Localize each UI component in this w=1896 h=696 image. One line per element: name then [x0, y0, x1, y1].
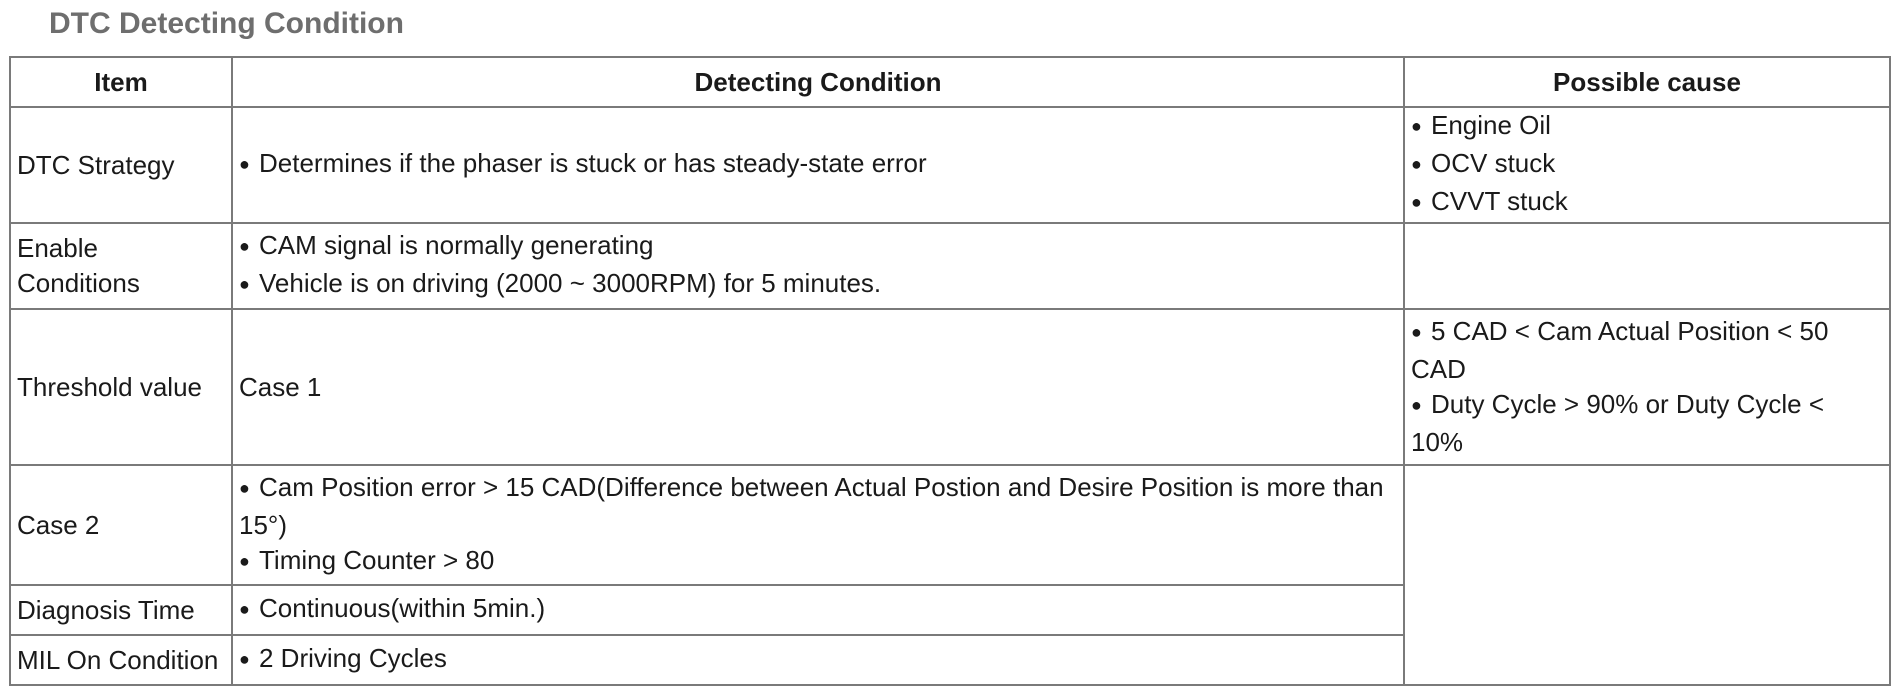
cause-cell [1404, 309, 1890, 465]
cause-bullet: ●OCV stuck [1411, 146, 1883, 184]
bullet-icon [239, 470, 259, 508]
condition-bullet: ●Cam Position error > 15 CAD(Difference between Actual Postion and Desire Position is more than 15°) [239, 470, 1397, 543]
bullet-icon [239, 591, 259, 629]
cause-cell [1404, 223, 1890, 309]
bullet-icon [1411, 146, 1431, 184]
item-cell: Enable Conditions [10, 223, 232, 309]
bullet-icon [239, 146, 259, 184]
cause-bullet: ●Engine Oil [1411, 108, 1883, 146]
header-detecting-condition: Detecting Condition [232, 57, 1404, 107]
header-possible-cause: Possible cause [1404, 57, 1890, 107]
bullet-icon [1411, 387, 1431, 425]
table-row-dtc-strategy [10, 107, 1890, 223]
header-item: Item [10, 57, 232, 107]
table-header-row [10, 57, 1890, 107]
bullet-icon [1411, 314, 1431, 352]
item-cell: Diagnosis Time [10, 585, 232, 635]
table-row-threshold-value [10, 309, 1890, 465]
condition-bullet: ●Vehicle is on driving (2000 ~ 3000RPM) for 5 minutes. [239, 266, 1397, 304]
bullet-icon [239, 228, 259, 266]
bullet-icon [239, 266, 259, 304]
condition-cell: Case 1 [232, 309, 1404, 465]
bullet-icon [239, 543, 259, 581]
condition-bullet: ● 2 Driving Cycles [239, 641, 1397, 679]
cause-bullet: ●5 CAD < Cam Actual Position < 50 CAD [1411, 314, 1883, 387]
item-cell: DTC Strategy [10, 107, 232, 223]
condition-cell [232, 465, 1404, 585]
cause-cell [1404, 107, 1890, 223]
condition-bullet: ● Determines if the phaser is stuck or has steady-state error [239, 146, 1397, 184]
dtc-condition-table [9, 56, 1891, 686]
condition-cell [232, 635, 1404, 685]
condition-cell [232, 585, 1404, 635]
condition-bullet: ●Timing Counter > 80 [239, 543, 1397, 581]
bullet-icon [239, 641, 259, 679]
cause-bullet: ●Duty Cycle > 90% or Duty Cycle < 10% [1411, 387, 1883, 460]
condition-bullet: ● Continuous(within 5min.) [239, 591, 1397, 629]
condition-bullet: ●CAM signal is normally generating [239, 228, 1397, 266]
table-row-case-2 [10, 465, 1890, 585]
cause-bullet: ●CVVT stuck [1411, 184, 1883, 222]
page-title: DTC Detecting Condition [49, 7, 404, 40]
cause-cell-merged [1404, 465, 1890, 685]
bullet-icon [1411, 108, 1431, 146]
item-cell: Threshold value [10, 309, 232, 465]
item-cell: Case 2 [10, 465, 232, 585]
bullet-icon [1411, 184, 1431, 222]
table-row-enable-conditions [10, 223, 1890, 309]
item-cell: MIL On Condition [10, 635, 232, 685]
condition-cell [232, 223, 1404, 309]
condition-cell [232, 107, 1404, 223]
